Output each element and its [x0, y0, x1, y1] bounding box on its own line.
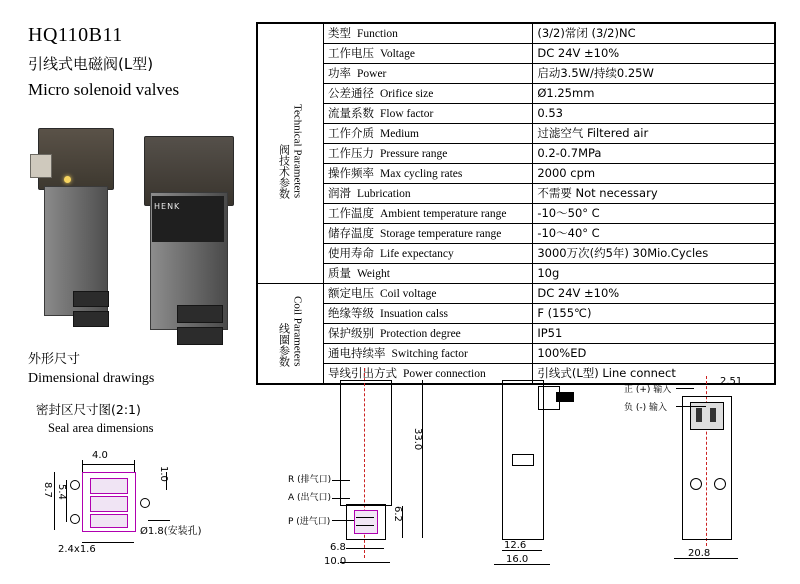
- seal-area-drawing: [30, 450, 230, 570]
- spec-row-value: 100%ED: [533, 344, 775, 364]
- valve-port: [73, 311, 109, 327]
- spec-name-en: Orifice size: [380, 87, 434, 100]
- seal-dim-left-inner: 5.4: [56, 484, 67, 500]
- dim-title-en: Dimensional drawings: [28, 371, 155, 386]
- front-view-drawing: [288, 365, 470, 568]
- port-line: [356, 517, 374, 518]
- spec-row-name: [324, 84, 533, 104]
- valve-photo-right: [140, 136, 236, 332]
- spec-group-label-en: Coil Parameters: [291, 296, 304, 367]
- spec-name-cn: 通电持续率: [328, 345, 386, 360]
- spec-row-value: 引线式(L型) Line connect: [533, 364, 775, 384]
- spec-row-name: [324, 164, 533, 184]
- title-block: [28, 24, 238, 100]
- spec-row-value: -10～40° C: [533, 224, 775, 244]
- spec-name-en: Coil voltage: [380, 287, 437, 300]
- spec-name-cn: 功率: [328, 65, 351, 80]
- extension-line: [134, 460, 135, 472]
- spec-group-header: [258, 24, 324, 284]
- back-view-drawing: [620, 368, 790, 568]
- spec-row-value: (3/2)常闭 (3/2)NC: [533, 24, 775, 44]
- mounting-hole: [140, 498, 150, 508]
- dimension-line: [696, 384, 716, 385]
- spec-row: [258, 284, 775, 304]
- spec-row-value: Ø1.25mm: [533, 84, 775, 104]
- front-dim-width-outer: 10.0: [324, 556, 347, 567]
- brand-mark: HENK: [154, 202, 181, 211]
- spec-name-cn: 工作介质: [328, 125, 374, 140]
- side-dim-inner: 12.6: [504, 540, 527, 551]
- spec-row-value: 0.53: [533, 104, 775, 124]
- seal-face: [354, 510, 378, 534]
- valve-photo-left: [30, 128, 116, 316]
- spec-name-en: Insuation calss: [380, 307, 449, 320]
- spec-row-value: 2000 cpm: [533, 164, 775, 184]
- cable-stub: [556, 392, 574, 402]
- spec-name-en: Switching factor: [391, 347, 468, 360]
- dimension-line: [82, 464, 134, 465]
- spec-row-name: [324, 264, 533, 284]
- spec-row-name: [324, 204, 533, 224]
- spec-row-value: F (155℃): [533, 304, 775, 324]
- spec-name-en: Power connection: [403, 367, 486, 380]
- spec-row: [258, 64, 775, 84]
- valve-port: [177, 305, 223, 323]
- valve-body: [44, 186, 108, 316]
- spec-row-value: 3000万次(约5年) 30Mio.Cycles: [533, 244, 775, 264]
- spec-row-value: DC 24V ±10%: [533, 44, 775, 64]
- spec-name-cn: 工作温度: [328, 205, 374, 220]
- spec-row: [258, 24, 775, 44]
- spec-row: [258, 124, 775, 144]
- spec-name-cn: 公差通径: [328, 85, 374, 100]
- front-dim-inner-height: 6.2: [392, 506, 403, 522]
- front-dim-width-inner: 6.8: [330, 542, 346, 553]
- spec-row: [258, 204, 775, 224]
- back-dim-width: 20.8: [688, 548, 711, 559]
- valve-outline: [340, 380, 392, 506]
- spec-row-value: DC 24V ±10%: [533, 284, 775, 304]
- spec-row-name: [324, 244, 533, 264]
- spec-row-value: 启动3.5W/持续0.25W: [533, 64, 775, 84]
- spec-row-value: 不需要 Not necessary: [533, 184, 775, 204]
- dimension-line: [346, 548, 384, 549]
- spec-name-en: Weight: [357, 267, 390, 280]
- front-dim-height: 33.0: [412, 428, 423, 451]
- seal-hole-note: Ø1.8(安装孔): [140, 526, 202, 537]
- spec-row: [258, 44, 775, 64]
- spec-name-cn: 保护级别: [328, 325, 374, 340]
- back-dim-pitch: 2.51: [720, 376, 743, 387]
- spec-name-cn: 储存温度: [328, 225, 374, 240]
- spec-name-cn: 绝缘等级: [328, 305, 374, 320]
- product-photos: [22, 118, 247, 323]
- spec-name-cn: 使用寿命: [328, 245, 374, 260]
- spec-name-cn: 工作电压: [328, 45, 374, 60]
- spec-name-en: Storage temperature range: [380, 227, 502, 240]
- spec-row: [258, 304, 775, 324]
- page-title: HQ110B11: [28, 24, 123, 46]
- spec-name-en: Ambient temperature range: [380, 207, 507, 220]
- spec-name-en: Flow factor: [380, 107, 434, 120]
- subtitle-cn: 引线式电磁阀(L型): [28, 55, 154, 73]
- spec-name-en: Max cycling rates: [380, 167, 463, 180]
- spec-row: [258, 184, 775, 204]
- dimensional-drawings-title: [28, 348, 154, 387]
- spec-name-en: Pressure range: [380, 147, 448, 160]
- valve-port: [177, 327, 223, 345]
- spec-name-en: Medium: [380, 127, 419, 140]
- seal-port: [90, 478, 128, 494]
- terminal-label-minus: 负 (-) 输入: [624, 403, 667, 413]
- spec-row: [258, 344, 775, 364]
- side-dim-outer: 16.0: [506, 554, 529, 565]
- seal-port: [90, 496, 128, 512]
- dim-title-cn: 外形尺寸: [28, 352, 81, 367]
- leader-line: [332, 480, 350, 481]
- port-label-r: R (排气口): [288, 475, 332, 485]
- dimension-line: [54, 472, 55, 530]
- spec-name-cn: 操作频率: [328, 165, 374, 180]
- seal-dim-left-outer: 8.7: [42, 482, 53, 498]
- spec-row-name: [324, 104, 533, 124]
- seal-dim-bottom: 2.4x1.6: [58, 544, 96, 555]
- spec-row: [258, 144, 775, 164]
- side-view-drawing: [470, 368, 610, 568]
- spec-row: [258, 264, 775, 284]
- spec-name-en: Power: [357, 67, 387, 80]
- spec-name-cn: 额定电压: [328, 285, 374, 300]
- terminal-pin: [696, 408, 702, 422]
- port-label-p: P (进气口): [288, 517, 331, 527]
- dimension-line: [340, 562, 390, 563]
- spec-name-en: Protection degree: [380, 327, 461, 340]
- spec-name-cn: 质量: [328, 265, 351, 280]
- spec-row: [258, 244, 775, 264]
- dimension-line: [82, 542, 134, 543]
- spec-row: [258, 104, 775, 124]
- port-line: [356, 525, 374, 526]
- terminal-pin: [710, 408, 716, 422]
- spec-row-value: IP51: [533, 324, 775, 344]
- seal-title-cn: 密封区尺寸图(2:1): [36, 402, 141, 417]
- spec-row: [258, 324, 775, 344]
- spec-row-name: [324, 304, 533, 324]
- spec-row-name: [324, 184, 533, 204]
- spec-row: [258, 164, 775, 184]
- spec-row-name: [324, 224, 533, 244]
- leader-line: [332, 498, 350, 499]
- spec-name-cn: 工作压力: [328, 145, 374, 160]
- seal-area-title: [36, 400, 154, 436]
- dimension-line: [422, 380, 423, 538]
- spec-row-name: [324, 44, 533, 64]
- subtitle-en: Micro solenoid valves: [28, 80, 180, 99]
- spec-row-value: 10g: [533, 264, 775, 284]
- extension-line: [82, 460, 83, 472]
- leader-line: [676, 406, 706, 407]
- spec-name-en: Life expectancy: [380, 247, 454, 260]
- seal-title-en: Seal area dimensions: [48, 421, 154, 435]
- spec-group-label-cn: 阀技术参数: [277, 143, 291, 199]
- seal-dim-top: 4.0: [92, 450, 108, 461]
- spec-row: [258, 84, 775, 104]
- spec-row-value: 0.2-0.7MPa: [533, 144, 775, 164]
- spec-row-name: [324, 64, 533, 84]
- spec-name-cn: 流量系数: [328, 105, 374, 120]
- spec-name-en: Voltage: [380, 47, 415, 60]
- mounting-hole: [714, 478, 726, 490]
- terminal-label-plus: 正 (+) 输入: [624, 385, 672, 395]
- spec-name-en: Lubrication: [357, 187, 411, 200]
- spec-name-cn: 导线引出方式: [328, 365, 397, 380]
- spec-group-label-cn: 线圈参数: [277, 322, 291, 367]
- leader-line: [332, 520, 354, 521]
- seal-dim-right: 1.0: [158, 466, 169, 482]
- spec-row-name: [324, 124, 533, 144]
- spec-row-name: [324, 284, 533, 304]
- spec-row-name: [324, 324, 533, 344]
- valve-port: [73, 291, 109, 307]
- mounting-hole: [70, 514, 80, 524]
- leader-line: [148, 520, 170, 521]
- spec-row-value: 过滤空气 Filtered air: [533, 124, 775, 144]
- leader-line: [676, 388, 694, 389]
- spec-name-cn: 类型: [328, 25, 351, 40]
- spec-row-name: [324, 344, 533, 364]
- spec-row-name: [324, 24, 533, 44]
- indicator-led: [64, 176, 71, 183]
- spec-row-value: -10～50° C: [533, 204, 775, 224]
- spec-name-cn: 润滑: [328, 185, 351, 200]
- spec-group-label-en: Technical Parameters: [291, 104, 304, 199]
- seal-port: [90, 514, 128, 528]
- wire-connector: [30, 154, 52, 178]
- specification-table: [256, 22, 776, 385]
- port-label-a: A (出气口): [288, 493, 332, 503]
- spec-name-en: Function: [357, 27, 398, 40]
- mounting-hole: [690, 478, 702, 490]
- spec-row: [258, 224, 775, 244]
- mounting-hole: [70, 480, 80, 490]
- spec-row-name: [324, 144, 533, 164]
- valve-marking: [512, 454, 534, 466]
